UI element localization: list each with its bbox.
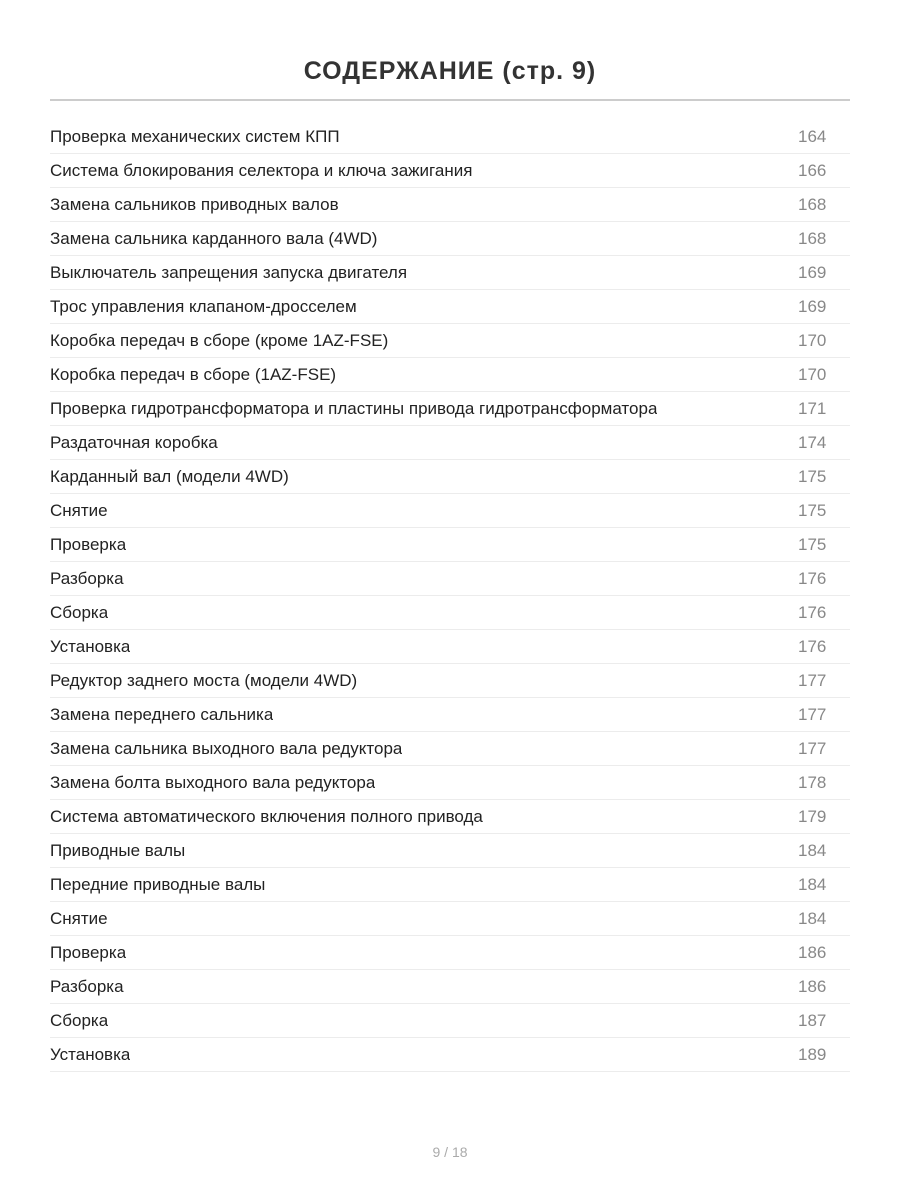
toc-entry[interactable] (50, 188, 850, 222)
title-divider (50, 99, 850, 101)
toc-entry-page-number: 176 (798, 602, 827, 622)
toc-entry-page-number: 186 (798, 942, 827, 962)
toc-entry-page-number: 177 (798, 670, 827, 690)
toc-entry-page-number: 168 (798, 228, 827, 248)
toc-entry[interactable] (50, 732, 850, 766)
toc-entry-page-number: 171 (798, 398, 827, 418)
toc-entry-title: Передние приводные валы (50, 874, 266, 894)
toc-entry-title: Замена сальников приводных валов (50, 194, 339, 214)
toc-entry[interactable] (50, 868, 850, 902)
toc-entry[interactable] (50, 426, 850, 460)
toc-entry-title: Выключатель запрещения запуска двигателя (50, 262, 408, 282)
toc-entry[interactable] (50, 970, 850, 1004)
toc-entry-page-number: 184 (798, 874, 827, 894)
toc-entry-title: Снятие (50, 500, 108, 520)
toc-entry-page-number: 168 (798, 194, 827, 214)
toc-entry-page-number: 177 (798, 704, 827, 724)
toc-entry[interactable] (50, 460, 850, 494)
toc-entry-title: Замена болта выходного вала редуктора (50, 772, 376, 792)
toc-entry-title: Замена переднего сальника (50, 704, 274, 724)
toc-entry-title: Разборка (50, 568, 124, 588)
toc-entry-page-number: 186 (798, 976, 827, 996)
toc-entry-page-number: 187 (798, 1010, 827, 1030)
toc-entry-title: Коробка передач в сборе (1AZ-FSE) (50, 364, 337, 384)
toc-entry-title: Установка (50, 1044, 131, 1064)
toc-entry-title: Установка (50, 636, 131, 656)
toc-entry[interactable] (50, 800, 850, 834)
toc-entry[interactable] (50, 766, 850, 800)
toc-entry-title: Снятие (50, 908, 108, 928)
toc-entry[interactable] (50, 698, 850, 732)
toc-entry-title: Сборка (50, 1010, 109, 1030)
toc-list (50, 120, 850, 1072)
toc-entry[interactable] (50, 562, 850, 596)
toc-entry[interactable] (50, 834, 850, 868)
toc-entry[interactable] (50, 902, 850, 936)
toc-entry-title: Редуктор заднего моста (модели 4WD) (50, 670, 358, 690)
toc-entry-page-number: 166 (798, 160, 827, 180)
page-number: 9 / 18 (432, 1144, 468, 1160)
toc-entry[interactable] (50, 392, 850, 426)
toc-entry-page-number: 174 (798, 432, 827, 452)
toc-entry[interactable] (50, 290, 850, 324)
toc-entry[interactable] (50, 630, 850, 664)
toc-entry-title: Проверка (50, 942, 127, 962)
toc-entry-page-number: 170 (798, 330, 827, 350)
toc-entry-page-number: 179 (798, 806, 827, 826)
toc-entry[interactable] (50, 324, 850, 358)
toc-entry-page-number: 177 (798, 738, 827, 758)
toc-entry[interactable] (50, 494, 850, 528)
toc-entry-page-number: 175 (798, 466, 827, 486)
toc-entry-page-number: 176 (798, 568, 827, 588)
toc-entry[interactable] (50, 256, 850, 290)
toc-entry-title: Проверка механических систем КПП (50, 126, 340, 146)
toc-entry-title: Приводные валы (50, 840, 186, 860)
toc-entry-page-number: 189 (798, 1044, 827, 1064)
toc-entry-title: Замена сальника выходного вала редуктора (50, 738, 403, 758)
toc-entry-title: Карданный вал (модели 4WD) (50, 466, 289, 486)
toc-entry-page-number: 169 (798, 262, 827, 282)
toc-entry-title: Система блокирования селектора и ключа зажигания (50, 160, 473, 180)
toc-entry[interactable] (50, 358, 850, 392)
toc-entry-title: Трос управления клапаном-дросселем (50, 296, 357, 316)
toc-entry[interactable] (50, 120, 850, 154)
toc-entry-title: Проверка гидротрансформатора и пластины привода гидротрансформатора (50, 398, 658, 418)
toc-entry-title: Разборка (50, 976, 124, 996)
toc-entry-page-number: 184 (798, 908, 827, 928)
toc-entry-page-number: 170 (798, 364, 827, 384)
toc-entry[interactable] (50, 222, 850, 256)
toc-entry-title: Замена сальника карданного вала (4WD) (50, 228, 378, 248)
toc-entry[interactable] (50, 1004, 850, 1038)
toc-entry-page-number: 178 (798, 772, 827, 792)
toc-entry-title: Проверка (50, 534, 127, 554)
toc-entry-page-number: 164 (798, 126, 827, 146)
toc-entry-page-number: 175 (798, 534, 827, 554)
toc-entry-title: Система автоматического включения полного привода (50, 806, 483, 826)
toc-entry-title: Раздаточная коробка (50, 432, 218, 452)
toc-entry[interactable] (50, 664, 850, 698)
toc-entry-page-number: 184 (798, 840, 827, 860)
toc-entry[interactable] (50, 936, 850, 970)
toc-entry[interactable] (50, 596, 850, 630)
toc-entry-page-number: 175 (798, 500, 827, 520)
toc-entry[interactable] (50, 528, 850, 562)
toc-entry-page-number: 169 (798, 296, 827, 316)
toc-entry-page-number: 176 (798, 636, 827, 656)
page-title: СОДЕРЖАНИЕ (стр. 9) (303, 56, 597, 85)
toc-entry[interactable] (50, 1038, 850, 1072)
toc-entry-title: Сборка (50, 602, 109, 622)
toc-entry[interactable] (50, 154, 850, 188)
toc-entry-title: Коробка передач в сборе (кроме 1AZ-FSE) (50, 330, 389, 350)
